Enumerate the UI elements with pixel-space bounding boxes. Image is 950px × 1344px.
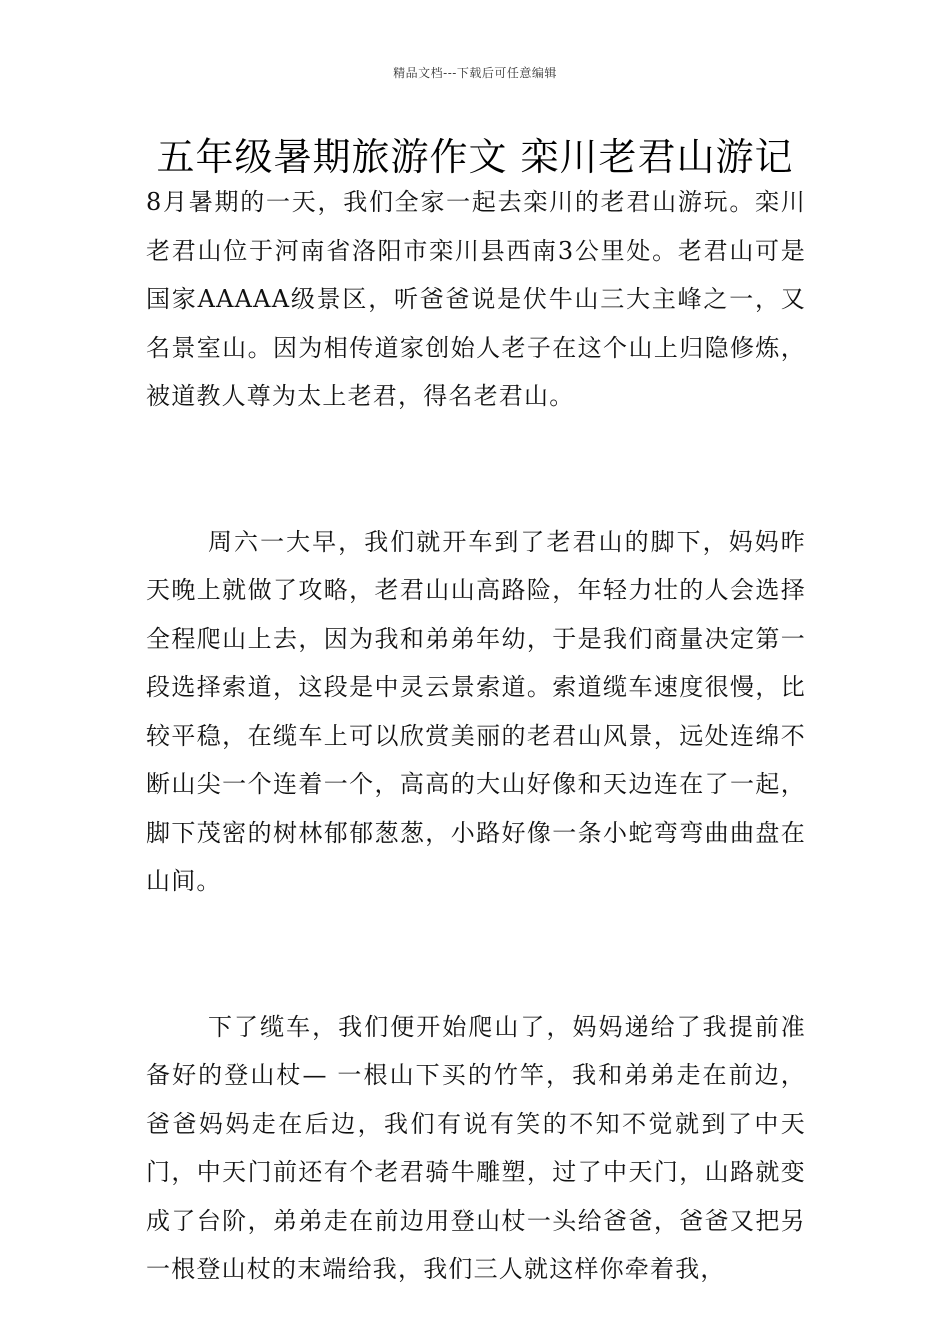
paragraph-2: 周六一大早，我们就开车到了老君山的脚下，妈妈昨天晚上就做了攻略，老君山山高路险，年轻力壮的人会选择全程爬山上去，因为我和弟弟年幼，于是我们商量决定第一段选择索道，这段是中灵云景索道。索道缆车速度很慢，比较平稳，在缆车上可以欣赏美丽的老君山风景，远处连绵不断山尖一个连着一个，高高的大山好像和天边连在了一起，脚下茂密的树林郁郁葱葱，小路好像一条小蛇弯弯曲曲盘在山间。 <box>146 527 806 895</box>
document-title: 五年级暑期旅游作文 栾川老君山游记 <box>156 135 794 179</box>
document-body <box>146 178 806 1294</box>
paragraph-spacer <box>146 954 806 1003</box>
paragraph-spacer <box>146 421 806 470</box>
paragraph-3: 下了缆车，我们便开始爬山了，妈妈递给了我提前准备好的登山杖— 一根山下买的竹竿，我和弟弟走在前边，爸爸妈妈走在后边，我们有说有笑的不知不觉就到了中天门，中天门前还有个老君骑牛雕塑，过了中天门，山路就变成了台阶，弟弟走在前边用登山杖一头给爸爸，爸爸又把另一根登山杖的末端给我，我们三人就这样你牵着我， <box>146 1012 806 1283</box>
paragraph-spacer <box>146 906 806 955</box>
paragraph-spacer <box>146 469 806 518</box>
paragraph-1: 8月暑期的一天，我们全家一起去栾川的老君山游玩。栾川老君山位于河南省洛阳市栾川县西南3公里处。老君山可是国家AAAAA级景区，听爸爸说是伏牛山三大主峰之一，又名景室山。因为相传道家创始人老子在这个山上归隐修炼，被道教人尊为太上老君，得名老君山。 <box>146 188 806 410</box>
page-header: 精品文档---下载后可任意编辑 <box>393 66 557 80</box>
